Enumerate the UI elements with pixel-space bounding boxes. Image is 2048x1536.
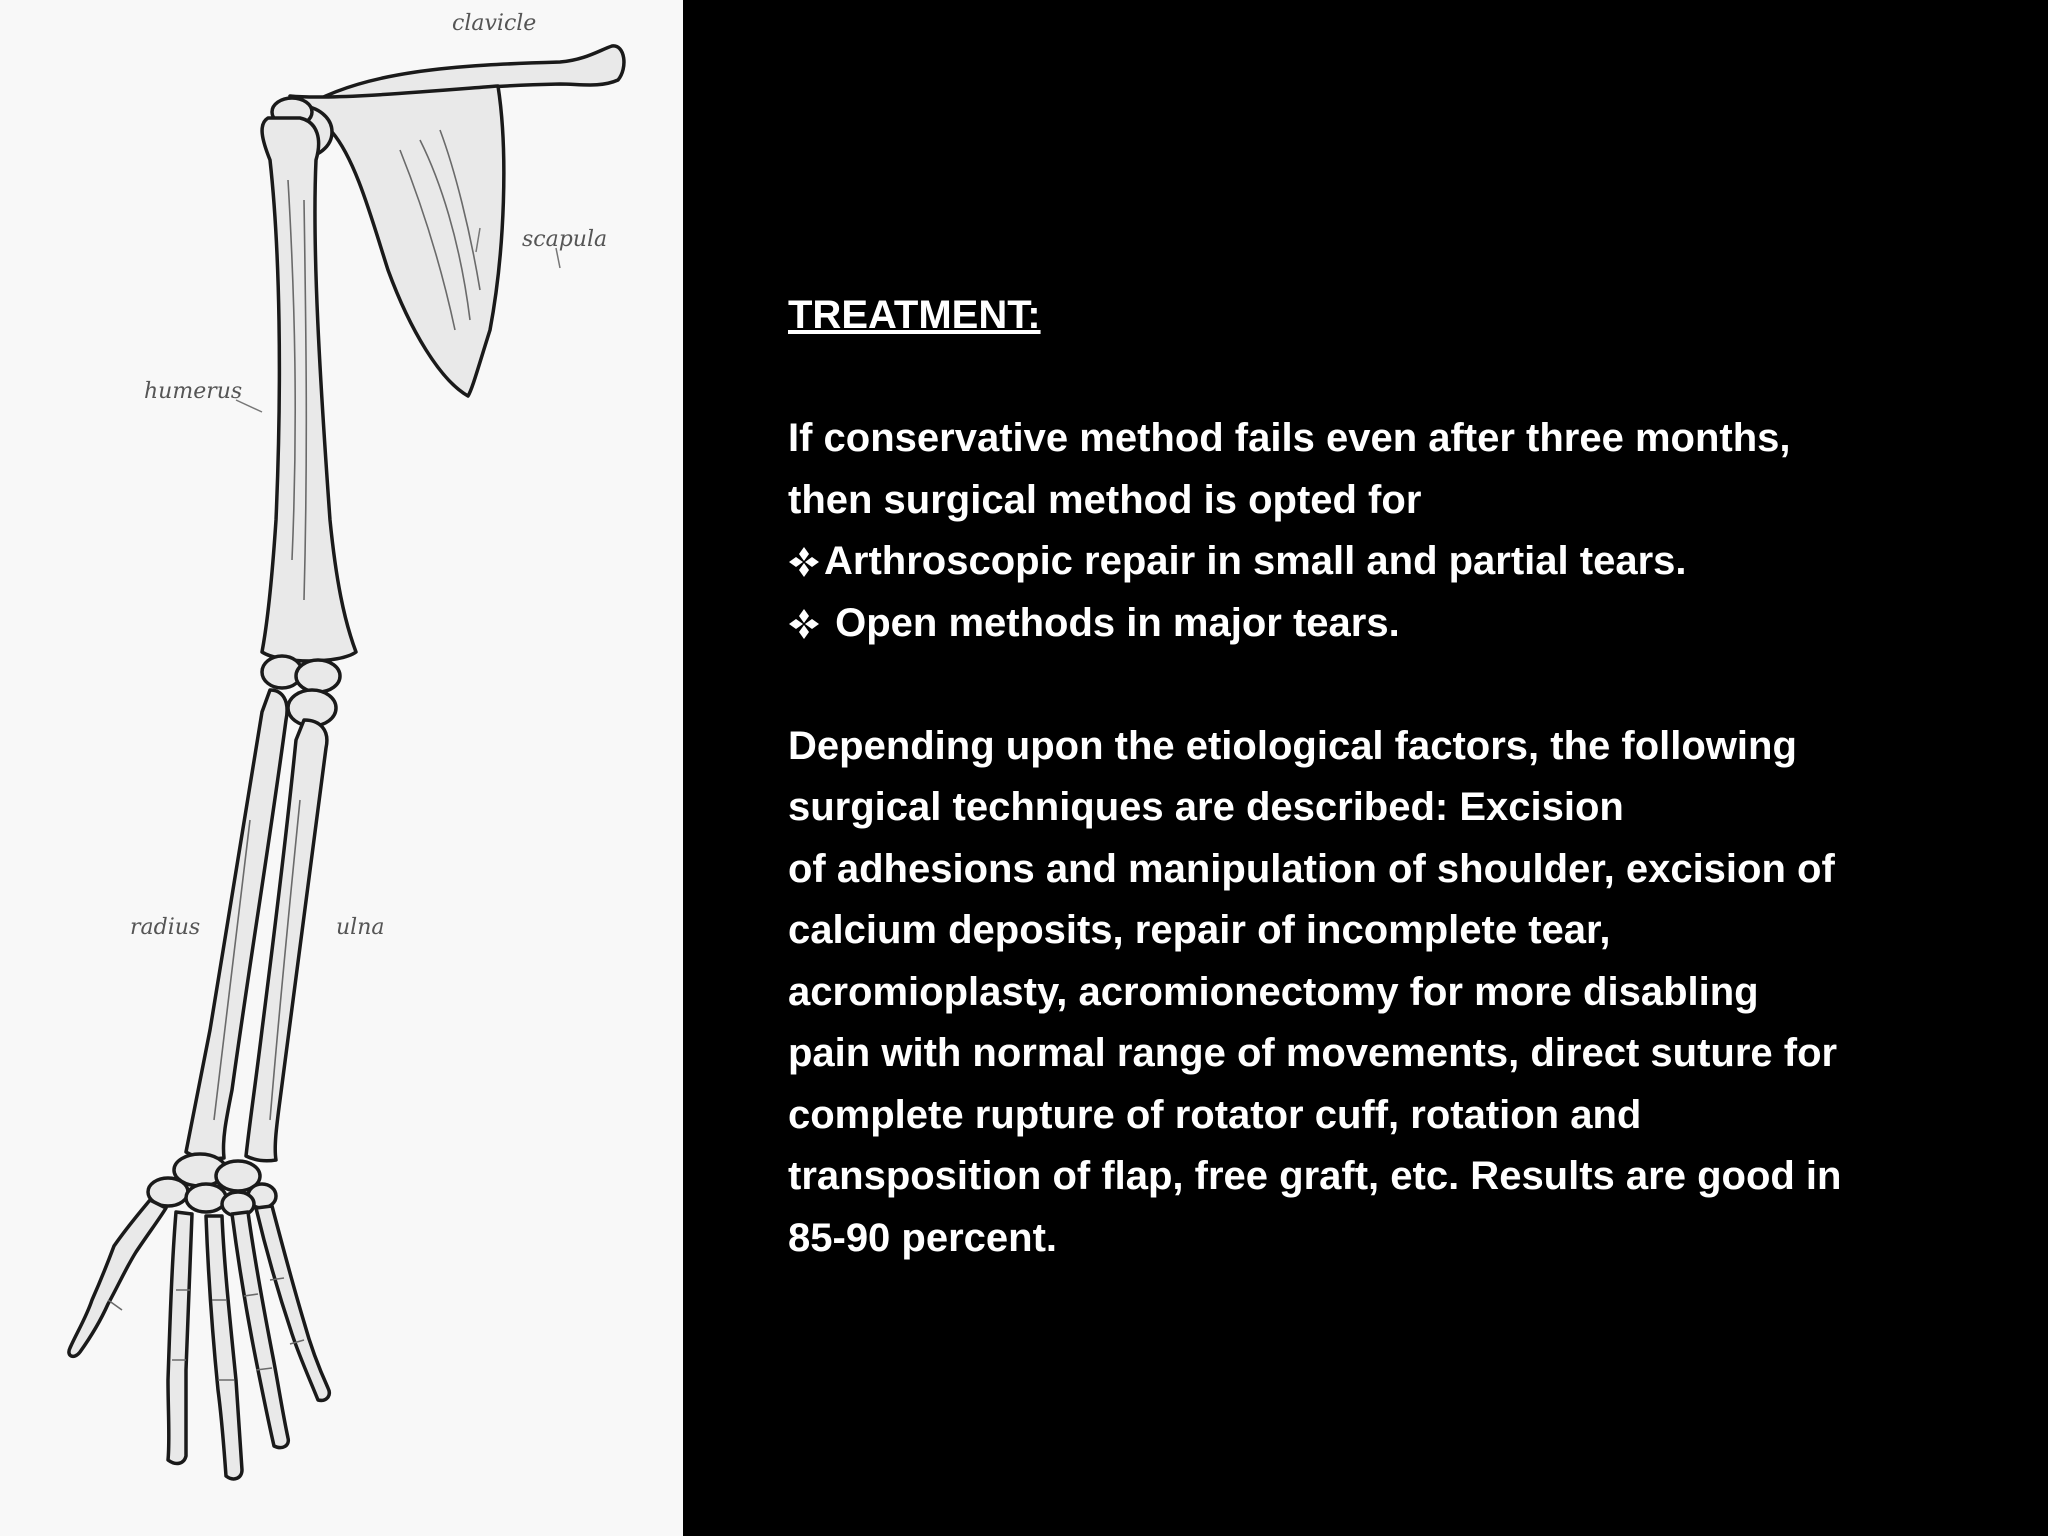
elbow-trochlea bbox=[296, 660, 340, 692]
index-finger-bones bbox=[168, 1212, 192, 1463]
paragraph-line: surgical techniques are described: Excision bbox=[788, 785, 1624, 829]
humerus-label: humerus bbox=[144, 379, 243, 404]
paragraph-line: of adhesions and manipulation of shoulder, excision of bbox=[788, 846, 1835, 891]
treatment-text bbox=[788, 285, 2008, 1269]
four-diamond-bullet-icon bbox=[788, 597, 820, 629]
spacer bbox=[788, 347, 2008, 409]
paragraph-line: Depending upon the etiological factors, the following bbox=[788, 723, 1797, 768]
bullet-item bbox=[788, 531, 2008, 593]
thumb-bones bbox=[69, 1200, 166, 1356]
paragraph-line: 85-90 percent. bbox=[788, 1215, 1058, 1260]
arm-skeleton-drawing bbox=[0, 0, 683, 1536]
bullet-text: Arthroscopic repair in small and partial tears. bbox=[824, 539, 1687, 583]
spacer bbox=[788, 654, 2008, 716]
paragraph-line: pain with normal range of movements, direct suture for bbox=[788, 1031, 1838, 1075]
ulna-label: ulna bbox=[336, 915, 385, 940]
paragraph-line: transposition of flap, free graft, etc. Results are good in bbox=[788, 1154, 1842, 1198]
bullet-text: Open methods in major tears. bbox=[835, 600, 1400, 645]
intro-line: If conservative method fails even after three months, bbox=[788, 416, 1791, 460]
radius-label: radius bbox=[130, 915, 201, 940]
humerus-bone bbox=[262, 118, 356, 661]
clavicle-label: clavicle bbox=[452, 11, 537, 36]
scapula-label: scapula bbox=[522, 227, 608, 252]
arm-skeleton-illustration bbox=[0, 0, 683, 1536]
carpal-bone bbox=[186, 1184, 226, 1212]
paragraph-line: complete rupture of rotator cuff, rotation and bbox=[788, 1092, 1642, 1137]
four-diamond-bullet-icon bbox=[788, 535, 820, 567]
paragraph-line: acromioplasty, acromionectomy for more disabling bbox=[788, 969, 1759, 1014]
bullet-item bbox=[788, 593, 2008, 655]
intro-line: then surgical method is opted for bbox=[788, 477, 1422, 522]
treatment-heading: TREATMENT: bbox=[788, 293, 1041, 337]
paragraph-line: calcium deposits, repair of incomplete tear, bbox=[788, 908, 1611, 952]
